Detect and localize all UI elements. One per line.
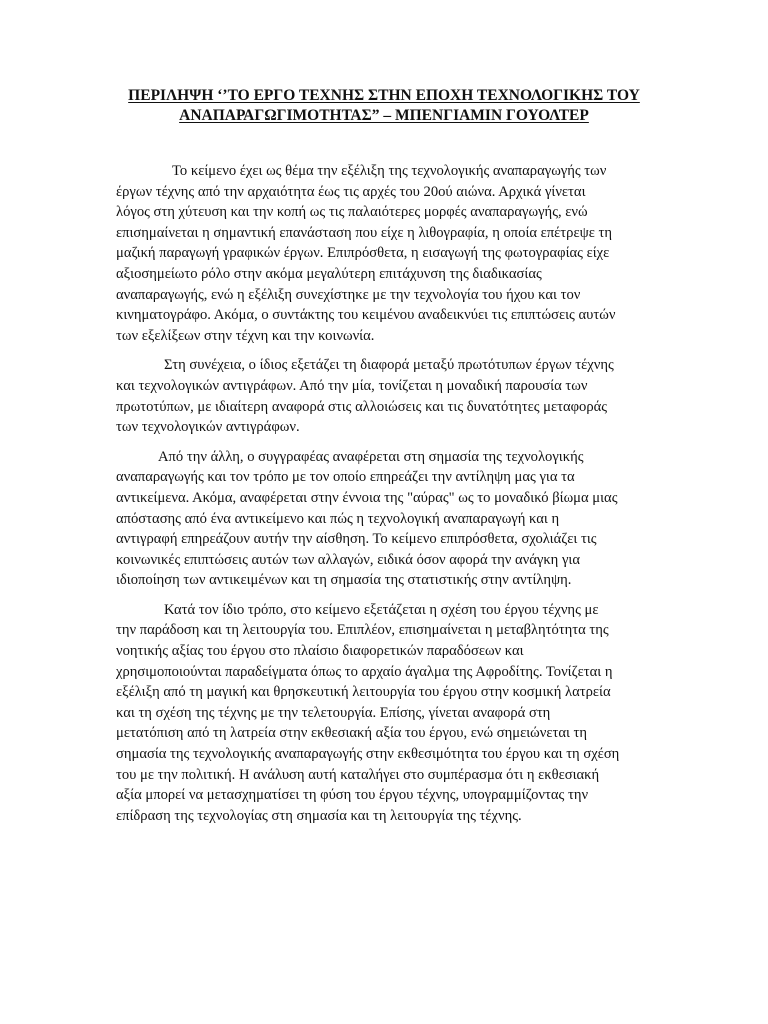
- paragraph-line: εξέλιξη από τη μαγική και θρησκευτική λειτουργία του έργου στην κοσμική λατρεία: [116, 684, 611, 701]
- paragraph-line: και τη σχέση της τέχνης με την τελετουργία. Επίσης, γίνεται αναφορά στη: [116, 704, 551, 721]
- paragraph-line: έργων τέχνης από την αρχαιότητα έως τις αρχές του 20ού αιώνα. Αρχικά γίνεται: [116, 183, 586, 200]
- paragraph-line: αντιγραφή επηρεάζουν αυτήν την αίσθηση. Το κείμενο επιπρόσθετα, σχολιάζει τις: [116, 531, 597, 548]
- paragraph-2: [116, 355, 656, 437]
- paragraph-line: Στη συνέχεια, ο ίδιος εξετάζει τη διαφορά μεταξύ πρωτότυπων έργων τέχνης: [164, 357, 614, 374]
- paragraph-line: αναπαραγωγής και τον τρόπο με τον οποίο επηρεάζει την αντίληψη μας για τα: [116, 469, 575, 486]
- paragraph-line: αξιοσημείωτο ρόλο στην ακόμα μεγαλύτερη επιτάχυνση της διαδικασίας: [116, 265, 542, 282]
- paragraph-line: αξία μπορεί να μετασχηματίσει τη φύση του έργου τέχνης, υπογραμμίζοντας την: [116, 787, 589, 804]
- title-line-2: ΑΝΑΠΑΡΑΓΩΓΙΜΟΤΗΤΑΣ” – ΜΠΕΝΓΙΑΜΙΝ ΓΟΥΟΛΤΕΡ: [179, 107, 589, 124]
- paragraph-line: αντικείμενα. Ακόμα, αναφέρεται στην έννοια της "αύρας" ως το μοναδικό βίωμα μιας: [116, 489, 618, 506]
- paragraph-line: σημασία της τεχνολογικής αναπαραγωγής στην εκθεσιμότητα του έργου και τη σχέση: [116, 746, 620, 763]
- title-line-1: ΠΕΡΙΛΗΨΗ ‘’ΤΟ ΕΡΓΟ ΤΕΧΝΗΣ ΣΤΗΝ ΕΠΟΧΗ ΤΕΧΝΟΛΟΓΙΚΗΣ ΤΟΥ: [128, 87, 640, 104]
- paragraph-line: και τεχνολογικών αντιγράφων. Από την μία, τονίζεται η μοναδική παρουσία των: [116, 377, 588, 394]
- paragraph-line: αναπαραγωγής, ενώ η εξέλιξη συνεχίστηκε με την τεχνολογία του ήχου και τον: [116, 286, 581, 303]
- paragraph-line: Το κείμενο έχει ως θέμα την εξέλιξη της τεχνολογικής αναπαραγωγής των: [172, 163, 607, 179]
- paragraph-line: επίδραση της τεχνολογίας στη σημασία και τη λειτουργία της τέχνης.: [116, 807, 522, 824]
- document-title: [100, 86, 668, 126]
- paragraph-line: λόγος στη χύτευση και την κοπή ως τις παλαιότερες μορφές αναπαραγωγής, ενώ: [116, 204, 588, 221]
- paragraph-line: την παράδοση και τη λειτουργία του. Επιπλέον, επισημαίνεται η μεταβλητότητα της: [116, 622, 609, 639]
- paragraph-line: των εξελίξεων στην τέχνη και την κοινωνία.: [116, 327, 375, 344]
- document-body: [116, 161, 656, 835]
- paragraph-line: κινηματογράφο. Ακόμα, ο συντάκτης του κειμένου αναδεικνύει τις επιπτώσεις αυτών: [116, 307, 616, 324]
- paragraph-4: [116, 600, 656, 827]
- paragraph-line: μετατόπιση από τη λατρεία στην εκθεσιακή αξία του έργου, ενώ σημειώνεται τη: [116, 725, 588, 742]
- paragraph-line: των τεχνολογικών αντιγράφων.: [116, 419, 300, 436]
- paragraph-line: ιδιοποίηση των αντικειμένων και τη σημασία της στατιστικής στην αντίληψη.: [116, 572, 572, 589]
- paragraph-line: Από την άλλη, ο συγγραφέας αναφέρεται στη σημασία της τεχνολογικής: [158, 448, 584, 465]
- paragraph-line: απόστασης από ένα αντικείμενο και πώς η τεχνολογική αναπαραγωγή και η: [116, 510, 560, 527]
- paragraph-line: μαζική παραγωγή γραφικών έργων. Επιπρόσθετα, η εισαγωγή της φωτογραφίας είχε: [116, 245, 610, 262]
- paragraph-line: χρησιμοποιούνται παραδείγματα όπως το αρχαίο άγαλμα της Αφροδίτης. Τονίζεται η: [116, 663, 613, 680]
- paragraph-line: επισημαίνεται η σημαντική επανάσταση που είχε η λιθογραφία, η οποία επέτρεψε τη: [116, 224, 612, 241]
- paragraph-line: νοητικής αξίας του έργου στο πλαίσιο διαφορετικών παραδόσεων και: [116, 643, 524, 660]
- paragraph-1: [116, 161, 656, 346]
- paragraph-line: πρωτοτύπων, με ιδιαίτερη αναφορά στις αλλοιώσεις και τις δυνατότητες μεταφοράς: [116, 398, 608, 415]
- paragraph-3: [116, 447, 656, 591]
- paragraph-line: κοινωνικές επιπτώσεις αυτών των αλλαγών, ειδικά όσον αφορά την ανάγκη για: [116, 551, 580, 568]
- paragraph-line: του με την πολιτική. Η ανάλυση αυτή καταλήγει στο συμπέρασμα ότι η εκθεσιακή: [116, 766, 600, 783]
- paragraph-line: Κατά τον ίδιο τρόπο, στο κείμενο εξετάζεται η σχέση του έργου τέχνης με: [164, 601, 599, 618]
